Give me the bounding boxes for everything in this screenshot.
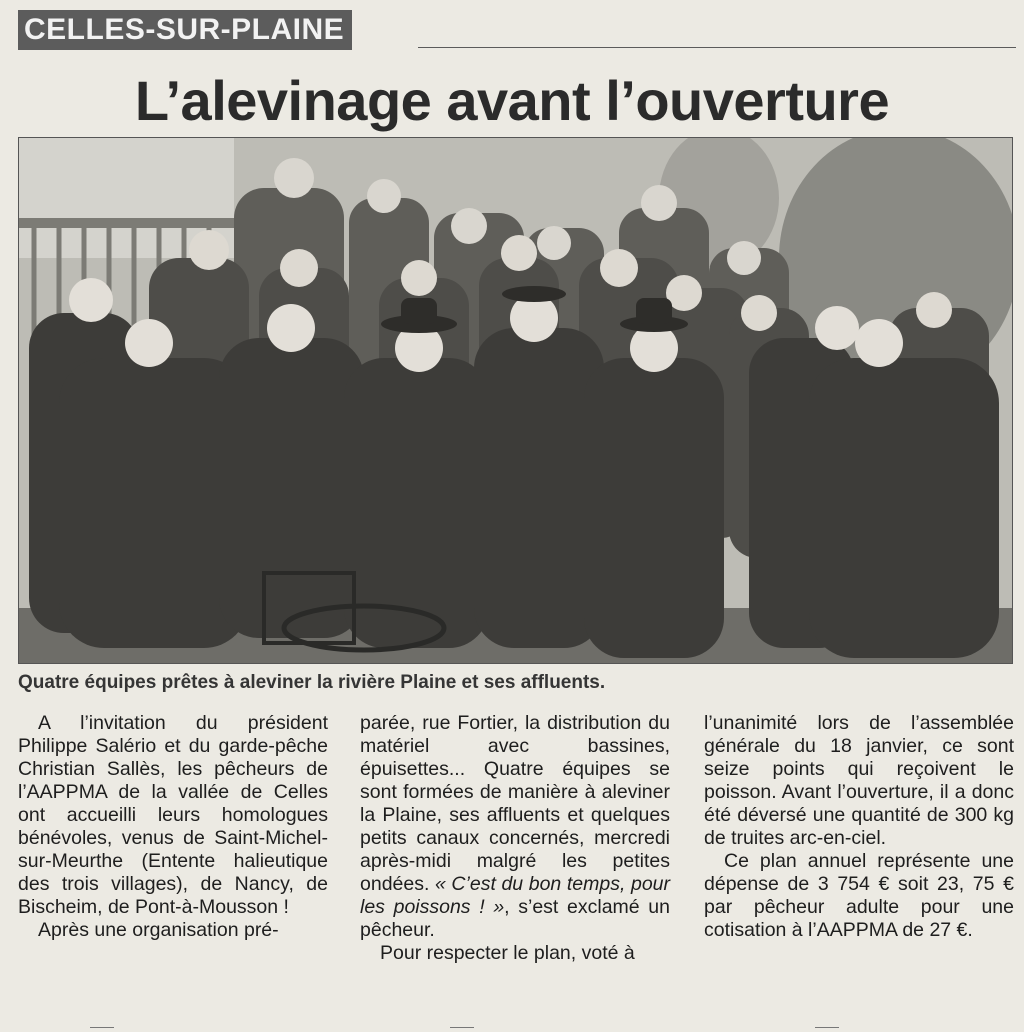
article-column-1 xyxy=(18,712,328,942)
paragraph-text: , s’est exclamé un pêcheur. xyxy=(360,896,670,941)
crop-mark xyxy=(90,1027,114,1028)
paragraph: Pour respecter le plan, voté à xyxy=(380,942,635,964)
photo-caption: Quatre équipes prêtes à aleviner la rivière Plaine et ses affluents. xyxy=(18,672,606,693)
section-label: CELLES-SUR-PLAINE xyxy=(18,10,352,50)
article-column-3 xyxy=(704,712,1014,942)
paragraph: Ce plan annuel représente une dépense de 3 754 € soit 23, 75 € par pêcheur adulte pour une cotisation à l’AAPPMA de 27 €. xyxy=(704,850,1014,941)
group-photo-illustration xyxy=(19,138,1012,663)
paragraph: A l’invitation du président Philippe Salério et du garde-pêche Christian Sallès, les pêcheurs de l’AAPPMA de la vallée de Celles ont accueilli leurs homologues bénévoles, venus de Saint-Michel-sur-Meurthe (Entente halieutique des trois villages), de Nancy, de Bischeim, de Pont-à-Mousson ! xyxy=(18,712,328,918)
paragraph xyxy=(360,712,670,942)
article-column-2 xyxy=(360,712,670,965)
headline: L’alevinage avant l’ouverture xyxy=(134,69,890,132)
crop-mark xyxy=(815,1027,839,1028)
section-rule xyxy=(418,47,1016,48)
quote: « C’est du bon temps, pour les poissons ! » xyxy=(360,873,671,918)
paragraph-text: parée, rue Fortier, la distribution du matériel avec bassines, épuisettes... Quatre équipes se sont formées de manière à aleviner la Plaine, ses affluents et quelques petits canaux concernés, mercredi après-midi malgré les petites ondées. xyxy=(360,712,670,895)
group-photo xyxy=(18,137,1013,664)
paragraph: l’unanimité lors de l’assemblée générale du 18 janvier, ce sont seize points qui reçoivent le poisson. Avant l’ouverture, il a donc été déversé une quantité de 300 kg de truites arc-en-ciel. xyxy=(704,712,1014,849)
crop-mark xyxy=(450,1027,474,1028)
paragraph: Après une organisation pré- xyxy=(38,919,279,941)
